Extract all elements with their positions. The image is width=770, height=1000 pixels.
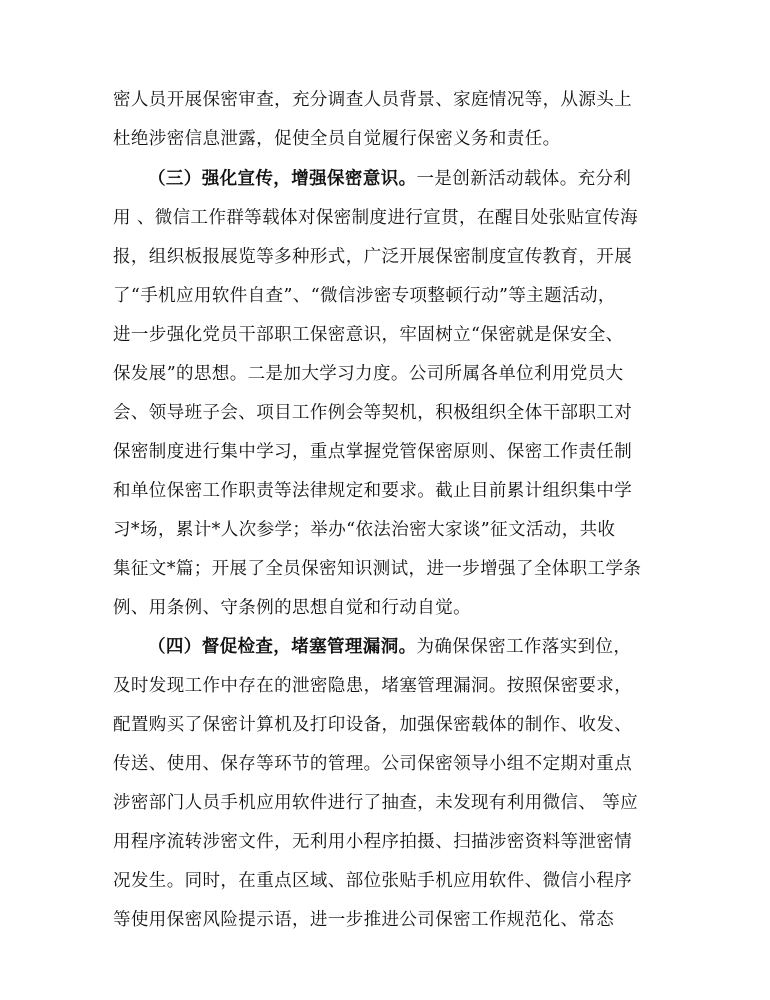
body-line-6: 了“手机应用软件自查”、“微信涉密专项整顿行动”等主题活动， (113, 286, 616, 306)
body-line-11: 和单位保密工作职责等法律规定和要求。截止目前累计组织集中学 (113, 481, 633, 501)
body-line-5: 报，组织板报展览等多种形式，广泛开展保密制度宣传教育，开展 (113, 247, 633, 267)
body-line-18: 传送、使用、保存等环节的管理。公司保密领导小组不定期对重点 (113, 754, 633, 774)
section-4-first-line (148, 635, 688, 659)
body-line-14: 例、用条例、守条例的思想自觉和行动自觉。 (113, 598, 471, 618)
body-line-8: 保发展”的思想。二是加大学习力度。公司所属各单位利用党员大 (113, 364, 624, 384)
body-line-17: 配置购买了保密计算机及打印设备，加强保密载体的制作、收发、 (113, 715, 633, 735)
body-line-16: 及时发现工作中存在的泄密隐患，堵塞管理漏洞。按照保密要求， (113, 676, 633, 696)
body-line-21: 况发生。同时，在重点区域、部位张贴手机应用软件、微信小程序 (113, 871, 633, 891)
body-line-1: 密人员开展保密审查，充分调查人员背景、家庭情况等，从源头上 (113, 90, 633, 110)
section-4-text: 为确保保密工作落实到位， (416, 637, 632, 657)
body-line-19: 涉密部门人员手机应用软件进行了抽查，未发现有利用微信、 等应 (113, 793, 639, 813)
section-3-first-line (148, 167, 688, 191)
body-line-13: 集征文*篇；开展了全员保密知识测试，进一步增强了全体职工学条 (113, 559, 642, 579)
section-4-heading: （四）督促检查，堵塞管理漏洞。 (148, 637, 417, 657)
body-line-9: 会、领导班子会、项目工作例会等契机，积极组织全体干部职工对 (113, 403, 633, 423)
body-line-2: 杜绝涉密信息泄露，促使全员自觉履行保密义务和责任。 (113, 129, 561, 149)
section-3-text: 一是创新活动载体。充分利 (416, 169, 632, 189)
body-line-22: 等使用保密风险提示语，进一步推进公司保密工作规范化、常态 (113, 910, 615, 930)
body-line-4: 用 、微信工作群等载体对保密制度进行宣贯，在醒目处张贴宣传海 (113, 208, 639, 228)
body-line-12: 习*场，累计*人次参学；举办“依法治密大家谈”征文活动，共收 (113, 520, 616, 540)
body-line-7: 进一步强化党员干部职工保密意识，牢固树立“保密就是保安全、 (113, 325, 624, 345)
body-line-20: 用程序流转涉密文件，无利用小程序拍摄、扫描涉密资料等泄密情 (113, 832, 633, 852)
body-line-10: 保密制度进行集中学习，重点掌握党管保密原则、保密工作责任制 (113, 442, 633, 462)
section-3-heading: （三）强化宣传，增强保密意识。 (148, 169, 417, 189)
